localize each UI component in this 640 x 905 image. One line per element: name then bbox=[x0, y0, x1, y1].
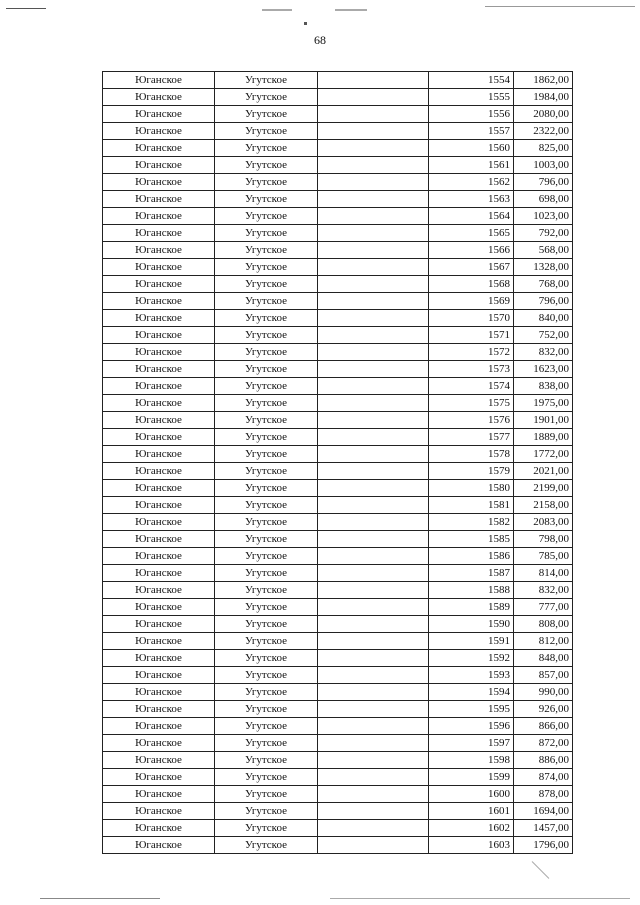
table-row bbox=[103, 72, 573, 89]
scan-artifact bbox=[335, 9, 367, 11]
table-row bbox=[103, 565, 573, 582]
cell-area: 2158,00 bbox=[514, 497, 573, 514]
cell-region: Угутское bbox=[215, 327, 318, 344]
table-row bbox=[103, 395, 573, 412]
cell-region: Угутское bbox=[215, 769, 318, 786]
cell-division: Юганское bbox=[103, 786, 215, 803]
cell-area: 926,00 bbox=[514, 701, 573, 718]
cell-division: Юганское bbox=[103, 667, 215, 684]
cell-number: 1591 bbox=[429, 633, 514, 650]
table-row bbox=[103, 718, 573, 735]
cell-number: 1561 bbox=[429, 157, 514, 174]
table-row bbox=[103, 174, 573, 191]
table-row bbox=[103, 684, 573, 701]
table-row bbox=[103, 599, 573, 616]
cell-division: Юганское bbox=[103, 531, 215, 548]
cell-area: 2083,00 bbox=[514, 514, 573, 531]
cell-empty bbox=[318, 463, 429, 480]
data-table bbox=[102, 71, 573, 854]
cell-number: 1588 bbox=[429, 582, 514, 599]
cell-division: Юганское bbox=[103, 582, 215, 599]
cell-area: 990,00 bbox=[514, 684, 573, 701]
cell-region: Угутское bbox=[215, 616, 318, 633]
cell-number: 1590 bbox=[429, 616, 514, 633]
cell-area: 840,00 bbox=[514, 310, 573, 327]
cell-region: Угутское bbox=[215, 684, 318, 701]
cell-area: 1984,00 bbox=[514, 89, 573, 106]
cell-region: Угутское bbox=[215, 140, 318, 157]
table-row bbox=[103, 548, 573, 565]
table-row bbox=[103, 497, 573, 514]
cell-number: 1568 bbox=[429, 276, 514, 293]
cell-division: Юганское bbox=[103, 497, 215, 514]
cell-empty bbox=[318, 106, 429, 123]
table-row bbox=[103, 837, 573, 854]
cell-division: Юганское bbox=[103, 123, 215, 140]
cell-region: Угутское bbox=[215, 378, 318, 395]
scan-artifact bbox=[304, 22, 307, 25]
cell-number: 1562 bbox=[429, 174, 514, 191]
cell-number: 1603 bbox=[429, 837, 514, 854]
cell-empty bbox=[318, 225, 429, 242]
table-row bbox=[103, 123, 573, 140]
cell-area: 814,00 bbox=[514, 565, 573, 582]
cell-division: Юганское bbox=[103, 106, 215, 123]
table-row bbox=[103, 463, 573, 480]
cell-number: 1569 bbox=[429, 293, 514, 310]
cell-area: 874,00 bbox=[514, 769, 573, 786]
cell-number: 1585 bbox=[429, 531, 514, 548]
cell-region: Угутское bbox=[215, 225, 318, 242]
cell-empty bbox=[318, 140, 429, 157]
scan-artifact bbox=[6, 8, 46, 9]
cell-region: Угутское bbox=[215, 463, 318, 480]
cell-number: 1589 bbox=[429, 599, 514, 616]
table-row bbox=[103, 667, 573, 684]
cell-division: Юганское bbox=[103, 225, 215, 242]
table-row bbox=[103, 429, 573, 446]
cell-division: Юганское bbox=[103, 837, 215, 854]
cell-empty bbox=[318, 497, 429, 514]
cell-number: 1564 bbox=[429, 208, 514, 225]
cell-area: 1623,00 bbox=[514, 361, 573, 378]
cell-division: Юганское bbox=[103, 191, 215, 208]
cell-number: 1555 bbox=[429, 89, 514, 106]
cell-number: 1575 bbox=[429, 395, 514, 412]
cell-division: Юганское bbox=[103, 633, 215, 650]
cell-number: 1576 bbox=[429, 412, 514, 429]
cell-number: 1557 bbox=[429, 123, 514, 140]
cell-region: Угутское bbox=[215, 191, 318, 208]
cell-number: 1601 bbox=[429, 803, 514, 820]
cell-empty bbox=[318, 718, 429, 735]
cell-empty bbox=[318, 633, 429, 650]
cell-area: 798,00 bbox=[514, 531, 573, 548]
cell-division: Юганское bbox=[103, 684, 215, 701]
cell-area: 1694,00 bbox=[514, 803, 573, 820]
cell-empty bbox=[318, 174, 429, 191]
table-row bbox=[103, 735, 573, 752]
cell-area: 2322,00 bbox=[514, 123, 573, 140]
cell-region: Угутское bbox=[215, 650, 318, 667]
cell-area: 2021,00 bbox=[514, 463, 573, 480]
table-row bbox=[103, 89, 573, 106]
cell-empty bbox=[318, 293, 429, 310]
scan-artifact bbox=[40, 898, 160, 899]
table-row bbox=[103, 531, 573, 548]
cell-empty bbox=[318, 276, 429, 293]
cell-region: Угутское bbox=[215, 633, 318, 650]
cell-region: Угутское bbox=[215, 582, 318, 599]
cell-region: Угутское bbox=[215, 344, 318, 361]
table-row bbox=[103, 378, 573, 395]
cell-division: Юганское bbox=[103, 599, 215, 616]
cell-division: Юганское bbox=[103, 446, 215, 463]
table-body bbox=[103, 72, 573, 854]
cell-region: Угутское bbox=[215, 412, 318, 429]
cell-division: Юганское bbox=[103, 378, 215, 395]
cell-number: 1556 bbox=[429, 106, 514, 123]
cell-empty bbox=[318, 769, 429, 786]
page-number: 68 bbox=[314, 33, 326, 47]
cell-area: 796,00 bbox=[514, 174, 573, 191]
cell-empty bbox=[318, 123, 429, 140]
cell-number: 1598 bbox=[429, 752, 514, 769]
table-row bbox=[103, 820, 573, 837]
table-row bbox=[103, 208, 573, 225]
cell-region: Угутское bbox=[215, 276, 318, 293]
cell-area: 785,00 bbox=[514, 548, 573, 565]
table-row bbox=[103, 514, 573, 531]
cell-number: 1597 bbox=[429, 735, 514, 752]
cell-division: Юганское bbox=[103, 276, 215, 293]
cell-empty bbox=[318, 191, 429, 208]
cell-empty bbox=[318, 735, 429, 752]
cell-empty bbox=[318, 412, 429, 429]
cell-number: 1581 bbox=[429, 497, 514, 514]
cell-region: Угутское bbox=[215, 803, 318, 820]
cell-empty bbox=[318, 837, 429, 854]
cell-empty bbox=[318, 72, 429, 89]
cell-number: 1573 bbox=[429, 361, 514, 378]
cell-area: 2080,00 bbox=[514, 106, 573, 123]
table-row bbox=[103, 259, 573, 276]
cell-empty bbox=[318, 548, 429, 565]
cell-area: 796,00 bbox=[514, 293, 573, 310]
cell-number: 1570 bbox=[429, 310, 514, 327]
cell-number: 1560 bbox=[429, 140, 514, 157]
cell-area: 808,00 bbox=[514, 616, 573, 633]
cell-region: Угутское bbox=[215, 752, 318, 769]
cell-region: Угутское bbox=[215, 514, 318, 531]
cell-region: Угутское bbox=[215, 259, 318, 276]
cell-region: Угутское bbox=[215, 395, 318, 412]
cell-area: 792,00 bbox=[514, 225, 573, 242]
cell-empty bbox=[318, 701, 429, 718]
cell-empty bbox=[318, 786, 429, 803]
cell-region: Угутское bbox=[215, 72, 318, 89]
cell-division: Юганское bbox=[103, 310, 215, 327]
cell-region: Угутское bbox=[215, 548, 318, 565]
cell-region: Угутское bbox=[215, 361, 318, 378]
cell-number: 1579 bbox=[429, 463, 514, 480]
cell-area: 1003,00 bbox=[514, 157, 573, 174]
cell-empty bbox=[318, 531, 429, 548]
cell-region: Угутское bbox=[215, 735, 318, 752]
cell-number: 1567 bbox=[429, 259, 514, 276]
cell-division: Юганское bbox=[103, 344, 215, 361]
cell-area: 878,00 bbox=[514, 786, 573, 803]
cell-area: 825,00 bbox=[514, 140, 573, 157]
cell-division: Юганское bbox=[103, 769, 215, 786]
cell-empty bbox=[318, 344, 429, 361]
cell-area: 1975,00 bbox=[514, 395, 573, 412]
cell-division: Юганское bbox=[103, 820, 215, 837]
cell-region: Угутское bbox=[215, 174, 318, 191]
cell-region: Угутское bbox=[215, 480, 318, 497]
cell-empty bbox=[318, 582, 429, 599]
cell-division: Юганское bbox=[103, 803, 215, 820]
cell-region: Угутское bbox=[215, 89, 318, 106]
cell-area: 812,00 bbox=[514, 633, 573, 650]
cell-empty bbox=[318, 361, 429, 378]
cell-area: 698,00 bbox=[514, 191, 573, 208]
cell-division: Юганское bbox=[103, 327, 215, 344]
cell-empty bbox=[318, 650, 429, 667]
cell-division: Юганское bbox=[103, 514, 215, 531]
cell-empty bbox=[318, 157, 429, 174]
cell-number: 1554 bbox=[429, 72, 514, 89]
cell-area: 1457,00 bbox=[514, 820, 573, 837]
cell-number: 1593 bbox=[429, 667, 514, 684]
cell-area: 568,00 bbox=[514, 242, 573, 259]
scan-artifact bbox=[532, 861, 550, 879]
cell-number: 1580 bbox=[429, 480, 514, 497]
cell-area: 866,00 bbox=[514, 718, 573, 735]
cell-number: 1599 bbox=[429, 769, 514, 786]
cell-division: Юганское bbox=[103, 480, 215, 497]
table-row bbox=[103, 293, 573, 310]
table-row bbox=[103, 786, 573, 803]
cell-empty bbox=[318, 667, 429, 684]
table-row bbox=[103, 191, 573, 208]
cell-number: 1595 bbox=[429, 701, 514, 718]
cell-area: 832,00 bbox=[514, 344, 573, 361]
scan-artifact bbox=[330, 898, 630, 899]
cell-empty bbox=[318, 480, 429, 497]
table-row bbox=[103, 769, 573, 786]
cell-division: Юганское bbox=[103, 565, 215, 582]
cell-number: 1571 bbox=[429, 327, 514, 344]
table-row bbox=[103, 752, 573, 769]
cell-empty bbox=[318, 208, 429, 225]
cell-region: Угутское bbox=[215, 565, 318, 582]
table-row bbox=[103, 310, 573, 327]
cell-division: Юганское bbox=[103, 650, 215, 667]
cell-number: 1592 bbox=[429, 650, 514, 667]
cell-region: Угутское bbox=[215, 667, 318, 684]
cell-number: 1587 bbox=[429, 565, 514, 582]
cell-division: Юганское bbox=[103, 157, 215, 174]
cell-division: Юганское bbox=[103, 548, 215, 565]
table-row bbox=[103, 446, 573, 463]
cell-number: 1563 bbox=[429, 191, 514, 208]
cell-region: Угутское bbox=[215, 106, 318, 123]
cell-area: 838,00 bbox=[514, 378, 573, 395]
cell-division: Юганское bbox=[103, 735, 215, 752]
cell-division: Юганское bbox=[103, 395, 215, 412]
table-row bbox=[103, 480, 573, 497]
cell-division: Юганское bbox=[103, 174, 215, 191]
cell-division: Юганское bbox=[103, 89, 215, 106]
cell-empty bbox=[318, 820, 429, 837]
cell-empty bbox=[318, 378, 429, 395]
cell-empty bbox=[318, 803, 429, 820]
cell-region: Угутское bbox=[215, 701, 318, 718]
table-row bbox=[103, 361, 573, 378]
cell-region: Угутское bbox=[215, 157, 318, 174]
cell-empty bbox=[318, 259, 429, 276]
cell-empty bbox=[318, 752, 429, 769]
cell-empty bbox=[318, 565, 429, 582]
cell-region: Угутское bbox=[215, 429, 318, 446]
table-row bbox=[103, 803, 573, 820]
cell-region: Угутское bbox=[215, 599, 318, 616]
cell-number: 1572 bbox=[429, 344, 514, 361]
cell-division: Юганское bbox=[103, 72, 215, 89]
cell-area: 848,00 bbox=[514, 650, 573, 667]
cell-division: Юганское bbox=[103, 412, 215, 429]
cell-division: Юганское bbox=[103, 259, 215, 276]
cell-number: 1578 bbox=[429, 446, 514, 463]
cell-area: 1796,00 bbox=[514, 837, 573, 854]
cell-area: 1862,00 bbox=[514, 72, 573, 89]
table-row bbox=[103, 701, 573, 718]
cell-number: 1586 bbox=[429, 548, 514, 565]
table-row bbox=[103, 242, 573, 259]
cell-number: 1600 bbox=[429, 786, 514, 803]
cell-region: Угутское bbox=[215, 208, 318, 225]
cell-division: Юганское bbox=[103, 293, 215, 310]
scan-artifact bbox=[262, 9, 292, 11]
cell-empty bbox=[318, 446, 429, 463]
cell-area: 752,00 bbox=[514, 327, 573, 344]
cell-number: 1566 bbox=[429, 242, 514, 259]
cell-empty bbox=[318, 242, 429, 259]
cell-area: 832,00 bbox=[514, 582, 573, 599]
cell-empty bbox=[318, 395, 429, 412]
cell-division: Юганское bbox=[103, 752, 215, 769]
cell-division: Юганское bbox=[103, 463, 215, 480]
cell-division: Юганское bbox=[103, 140, 215, 157]
cell-empty bbox=[318, 616, 429, 633]
cell-division: Юганское bbox=[103, 242, 215, 259]
cell-area: 777,00 bbox=[514, 599, 573, 616]
cell-region: Угутское bbox=[215, 718, 318, 735]
table-row bbox=[103, 616, 573, 633]
cell-region: Угутское bbox=[215, 446, 318, 463]
cell-empty bbox=[318, 310, 429, 327]
table-row bbox=[103, 650, 573, 667]
cell-area: 768,00 bbox=[514, 276, 573, 293]
table-row bbox=[103, 140, 573, 157]
cell-region: Угутское bbox=[215, 310, 318, 327]
cell-region: Угутское bbox=[215, 820, 318, 837]
cell-area: 1023,00 bbox=[514, 208, 573, 225]
cell-region: Угутское bbox=[215, 531, 318, 548]
cell-number: 1582 bbox=[429, 514, 514, 531]
cell-area: 1889,00 bbox=[514, 429, 573, 446]
cell-area: 1772,00 bbox=[514, 446, 573, 463]
cell-division: Юганское bbox=[103, 616, 215, 633]
cell-division: Юганское bbox=[103, 718, 215, 735]
cell-division: Юганское bbox=[103, 208, 215, 225]
cell-number: 1602 bbox=[429, 820, 514, 837]
cell-region: Угутское bbox=[215, 242, 318, 259]
scan-artifact bbox=[485, 6, 635, 7]
cell-region: Угутское bbox=[215, 293, 318, 310]
cell-empty bbox=[318, 429, 429, 446]
table-row bbox=[103, 344, 573, 361]
cell-division: Юганское bbox=[103, 361, 215, 378]
table-row bbox=[103, 582, 573, 599]
table-row bbox=[103, 225, 573, 242]
cell-region: Угутское bbox=[215, 123, 318, 140]
table-row bbox=[103, 633, 573, 650]
cell-empty bbox=[318, 89, 429, 106]
cell-region: Угутское bbox=[215, 786, 318, 803]
cell-division: Юганское bbox=[103, 429, 215, 446]
cell-division: Юганское bbox=[103, 701, 215, 718]
cell-area: 2199,00 bbox=[514, 480, 573, 497]
table-row bbox=[103, 327, 573, 344]
cell-number: 1565 bbox=[429, 225, 514, 242]
cell-number: 1596 bbox=[429, 718, 514, 735]
cell-number: 1594 bbox=[429, 684, 514, 701]
cell-empty bbox=[318, 327, 429, 344]
cell-area: 886,00 bbox=[514, 752, 573, 769]
table-row bbox=[103, 412, 573, 429]
cell-area: 1328,00 bbox=[514, 259, 573, 276]
table-row bbox=[103, 157, 573, 174]
cell-region: Угутское bbox=[215, 497, 318, 514]
table-row bbox=[103, 106, 573, 123]
cell-area: 857,00 bbox=[514, 667, 573, 684]
cell-empty bbox=[318, 684, 429, 701]
cell-area: 872,00 bbox=[514, 735, 573, 752]
cell-region: Угутское bbox=[215, 837, 318, 854]
cell-number: 1574 bbox=[429, 378, 514, 395]
table-row bbox=[103, 276, 573, 293]
cell-number: 1577 bbox=[429, 429, 514, 446]
cell-area: 1901,00 bbox=[514, 412, 573, 429]
cell-empty bbox=[318, 514, 429, 531]
cell-empty bbox=[318, 599, 429, 616]
